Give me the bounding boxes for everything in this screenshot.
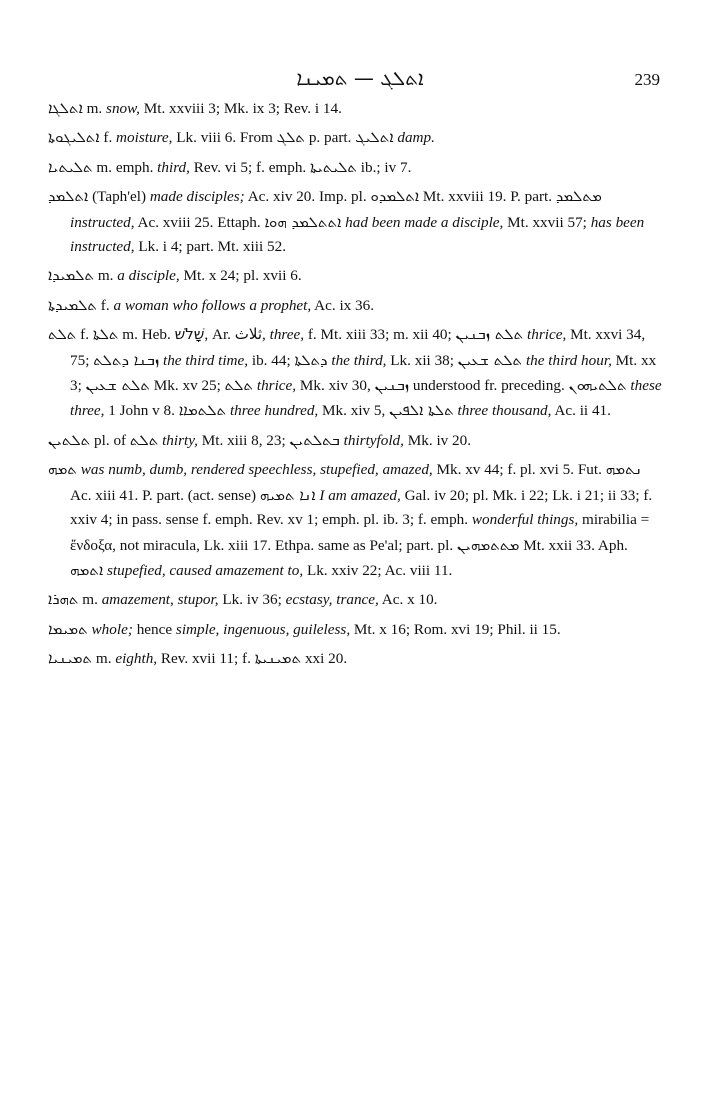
headword: ܬܡܝܢܝܐ (48, 649, 93, 668)
entry-thirty: ܬܠܬܝܢ pl. of ܬܠܬ thirty, Mt. xiii 8, 23; ܒܬܠܬܝܢ thirtyfold, Mk. iv 20. (48, 430, 472, 449)
entry-three: ܬܠܬ f. ܬܠܬܐ m. Heb. שָׁלֹשׁ, Ar. ثلاث, three, f. Mt. xiii 33; m. xii 40; ܬܠܬ ܙܒܢܝܢ thrice, Mt. xxvi 34, 75; ܙܒܢܐ ܕܬܠܬ the third time, ib. 44; ܕܬܠܬܐ the third, Lk. xii 38; ܬܠܬ ܫܥܝܢ the third hour, Mt. xx 3; ܬܠܬ ܫܥܝܢ Mk. xv 25; ܬܠܬ thrice, Mk. xiv 30, ܙܒܢܝܢ understood fr. preceding. ܬܠܬܝܗܘܢ these three, 1 John v 8. ܬܠܬܡܐܐ three hundred, Mk. xiv 5, ܬܠܬܐ ܐܠܦܝܢ three thousand, Ac. ii 41. (48, 325, 662, 420)
entry-third: ܬܠܝܬܝܐ m. emph. third, Rev. vi 5; f. emph. ܬܠܝܬܝܬܐ ib.; iv 7. (48, 157, 412, 176)
entry-snow: ܐܬܠܓܐ m. snow, Mt. xxviii 3; Mk. ix 3; Rev. i 14. (48, 99, 342, 117)
headword: ܬܡܗ (48, 460, 77, 479)
headword: ܬܡܝܡܐ (48, 619, 88, 638)
page-header (60, 64, 660, 96)
headword: ܬܠܬܝܢ (48, 430, 91, 449)
entry-eighth: ܬܡܝܢܝܐ m. eighth, Rev. xvii 11; f. ܬܡܝܢܝܬܐ xxi 20. (48, 649, 348, 668)
entry-disciple: ܬܠܡܝܕܐ m. a disciple, Mt. x 24; pl. xvii 6. (48, 266, 302, 285)
headword: ܬܗܪܐ (48, 590, 79, 609)
entry-moisture: ܐܬܠܝܓܘܬܐ f. moisture, Lk. viii 6. From ܬܠܓ p. part. ܐܬܠܝܓ damp. (48, 128, 435, 147)
running-head: ܐܬܠܓ — ܬܡܝܢܐ (296, 66, 424, 90)
headword: ܐܬܠܡܕ (48, 187, 89, 206)
entry-list (48, 96, 664, 676)
page-number: 239 (634, 70, 660, 89)
headword: ܐܬܠܓܐ (48, 99, 83, 117)
entry-whole: ܬܡܝܡܐ whole; hence simple, ingenuous, guileless, Mt. x 16; Rom. xvi 19; Phil. ii 15. (48, 619, 561, 638)
headword: ܬܠܡܝܕܐ (48, 266, 95, 285)
entry-made-disciples: ܐܬܠܡܕ (Taph'el) made disciples; Ac. xiv 20. Imp. pl. ܐܬܠܡܕܘ Mt. xxviii 19. P. part. ܡܬܠܡܕ instructed, Ac. xviii 25. Ettaph. ܐܬܬܠܡܕ ܗܘܐ had been made a disciple, Mt. xxvii 57; has been instructed, Lk. i 4; part. Mt. xiii 52. (48, 187, 645, 256)
headword: ܬܠܡܝܕܬܐ (48, 295, 97, 314)
headword: ܬܠܝܬܝܐ (48, 157, 93, 176)
entry-amazement: ܬܗܪܐ m. amazement, stupor, Lk. iv 36; ecstasy, trance, Ac. x 10. (48, 590, 438, 609)
headword: ܐܬܠܝܓܘܬܐ (48, 128, 100, 147)
headword: ܬܠܬ (48, 325, 77, 344)
entry-woman-disciple: ܬܠܡܝܕܬܐ f. a woman who follows a prophet, Ac. ix 36. (48, 295, 375, 314)
entry-amazed: ܬܡܗ was numb, dumb, rendered speechless, stupefied, amazed, Mk. xv 44; f. pl. xvi 5. Fut. ܢܬܡܗ Ac. xiii 41. P. part. (act. sense) ܐܢܐ ܬܡܝܗ I am amazed, Gal. iv 20; pl. Mk. i 22; Lk. i 21; ii 33; f. xxiv 4; in pass. sense f. emph. Rev. xv 1; emph. pl. ib. 3; f. emph. wonderful things, mirabilia = ἔνδοξα, not miracula, Lk. xiii 17. Ethpa. same as Pe'al; part. pl. ܡܬܬܡܗܝܢ Mt. xxii 33. Aph. ܐܬܡܗ stupefied, caused amazement to, Lk. xxiv 22; Ac. viii 11. (48, 460, 653, 579)
